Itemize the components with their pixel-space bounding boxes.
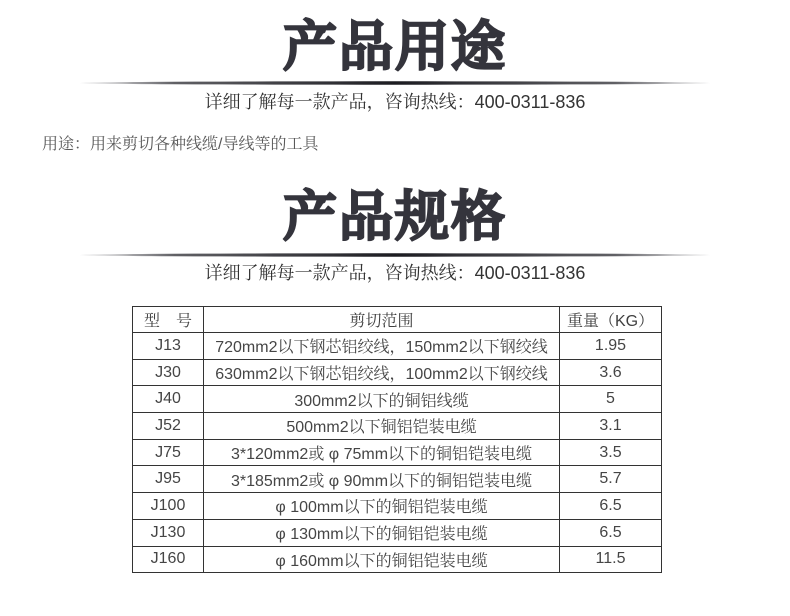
spec-table-column-header: 型 号 [133, 307, 204, 333]
cut-range-cell: φ 130mm以下的铜铝铠装电缆 [204, 519, 560, 546]
model-cell: J40 [133, 386, 204, 413]
cut-range-cell: φ 160mm以下的铜铝铠装电缆 [204, 546, 560, 573]
cut-range-cell: φ 100mm以下的铜铝铠装电缆 [204, 493, 560, 520]
weight-cell: 5.7 [560, 466, 662, 493]
cut-range-cell: 3*185mm2或 φ 90mm以下的铜铝铠装电缆 [204, 466, 560, 493]
weight-cell: 3.5 [560, 439, 662, 466]
spec-table-body [133, 333, 662, 573]
tapered-divider-line [80, 252, 710, 258]
weight-cell: 6.5 [560, 519, 662, 546]
tapered-divider-line [80, 80, 710, 86]
weight-cell: 1.95 [560, 333, 662, 360]
model-cell: J52 [133, 413, 204, 440]
cut-range-cell: 630mm2以下钢芯铝绞线，100mm2以下钢绞线 [204, 359, 560, 386]
weight-cell: 3.1 [560, 413, 662, 440]
model-cell: J100 [133, 493, 204, 520]
hotline-subtitle: 详细了解每一款产品，咨询热线：400-0311-836 [204, 263, 586, 283]
model-cell: J30 [133, 359, 204, 386]
spec-table-column-header: 重量（KG） [560, 307, 662, 333]
table-row [133, 413, 662, 440]
spec-table-header-row [133, 307, 662, 333]
table-row [133, 493, 662, 520]
hotline-subtitle: 详细了解每一款产品，咨询热线：400-0311-836 [204, 92, 586, 112]
weight-cell: 11.5 [560, 546, 662, 573]
weight-cell: 5 [560, 386, 662, 413]
section-title-specs: 产品规格 [283, 187, 507, 247]
model-cell: J75 [133, 439, 204, 466]
cut-range-cell: 3*120mm2或 φ 75mm以下的铜铝铠装电缆 [204, 439, 560, 466]
table-row [133, 333, 662, 360]
spec-table [132, 306, 662, 573]
section-title-usage: 产品用途 [283, 17, 507, 77]
model-cell: J160 [133, 546, 204, 573]
cut-range-cell: 300mm2以下的铜铝线缆 [204, 386, 560, 413]
model-cell: J13 [133, 333, 204, 360]
usage-note: 用途：用来剪切各种线缆/导线等的工具 [42, 136, 319, 153]
weight-cell: 3.6 [560, 359, 662, 386]
cut-range-cell: 720mm2以下钢芯铝绞线，150mm2以下钢绞线 [204, 333, 560, 360]
model-cell: J95 [133, 466, 204, 493]
table-row [133, 439, 662, 466]
weight-cell: 6.5 [560, 493, 662, 520]
table-row [133, 466, 662, 493]
table-row [133, 546, 662, 573]
cut-range-cell: 500mm2以下铜铝铠装电缆 [204, 413, 560, 440]
model-cell: J130 [133, 519, 204, 546]
table-row [133, 386, 662, 413]
table-row [133, 359, 662, 386]
table-row [133, 519, 662, 546]
spec-table-column-header: 剪切范围 [204, 307, 560, 333]
